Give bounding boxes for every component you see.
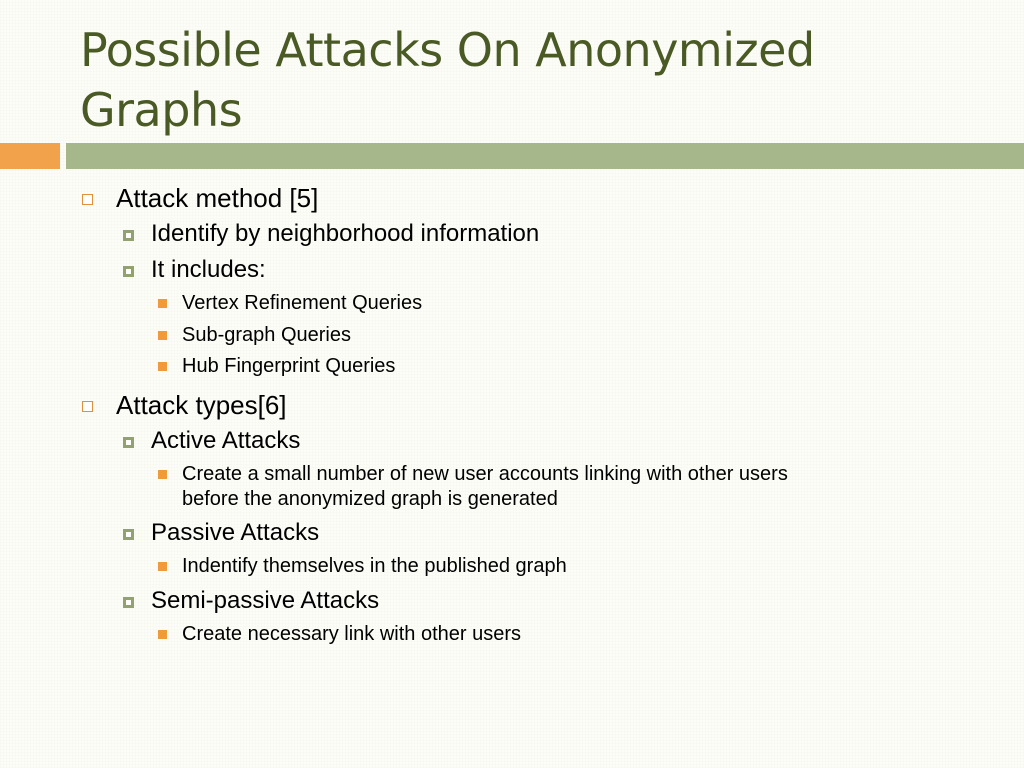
square-bullet-icon bbox=[123, 266, 134, 277]
filled-square-bullet-icon bbox=[158, 630, 167, 639]
bullet-passive-desc: Indentify themselves in the published graph bbox=[182, 555, 567, 577]
square-bullet-icon bbox=[123, 529, 134, 540]
slide-title: Possible Attacks On Anonymized Graphs bbox=[80, 23, 815, 137]
filled-square-bullet-icon bbox=[158, 470, 167, 479]
square-bullet-icon bbox=[123, 230, 134, 241]
filled-square-bullet-icon bbox=[158, 562, 167, 571]
square-bullet-icon bbox=[123, 437, 134, 448]
hollow-square-bullet-icon bbox=[82, 194, 93, 205]
bullet-active-desc-line2: before the anonymized graph is generated bbox=[182, 488, 558, 510]
bullet-it-includes: It includes: bbox=[151, 256, 266, 283]
filled-square-bullet-icon bbox=[158, 299, 167, 308]
bullet-identify: Identify by neighborhood information bbox=[151, 220, 540, 247]
bullet-hub-fingerprint: Hub Fingerprint Queries bbox=[182, 355, 396, 377]
bullet-passive-attacks: Passive Attacks bbox=[151, 519, 320, 546]
filled-square-bullet-icon bbox=[158, 362, 167, 371]
bullet-subgraph-queries: Sub-graph Queries bbox=[182, 324, 351, 346]
bullet-vertex-refinement: Vertex Refinement Queries bbox=[182, 292, 423, 314]
bullet-active-desc-line1: Create a small number of new user accounts linking with other users bbox=[182, 463, 788, 485]
bullet-active-attacks: Active Attacks bbox=[151, 427, 301, 454]
square-bullet-icon bbox=[123, 597, 134, 608]
bullet-attack-method: Attack method [5] bbox=[116, 183, 319, 213]
hollow-square-bullet-icon bbox=[82, 401, 93, 412]
bullet-attack-types: Attack types[6] bbox=[116, 390, 287, 420]
bullet-semi-passive-attacks: Semi-passive Attacks bbox=[151, 587, 380, 614]
filled-square-bullet-icon bbox=[158, 331, 167, 340]
bullet-semi-passive-desc: Create necessary link with other users bbox=[182, 623, 522, 645]
